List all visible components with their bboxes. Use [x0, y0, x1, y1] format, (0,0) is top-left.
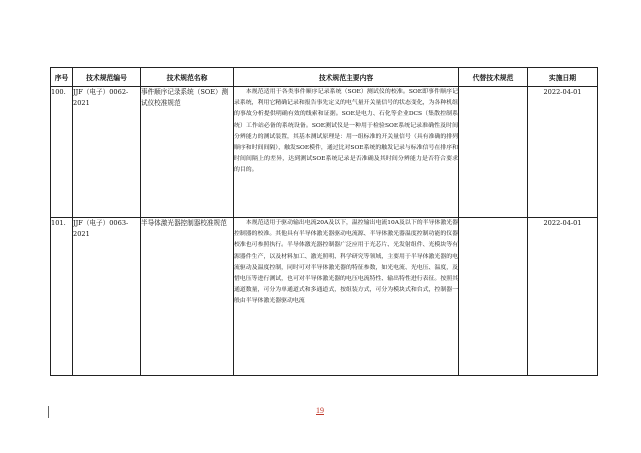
spec-name-cell: 半导体激光器控制器校准规范: [141, 218, 234, 376]
serial-number-cell: 101.: [51, 218, 73, 376]
serial-number-cell: 100.: [51, 87, 73, 218]
spec-content-cell: [234, 218, 459, 376]
header-replaced-spec: 代替技术规范: [459, 68, 528, 87]
effective-date-cell: 2022-04-01: [528, 87, 598, 218]
spec-content-cell: [234, 87, 459, 218]
margin-line: [48, 406, 49, 418]
spec-name-cell: 事件顺序记录系统（SOE）测试仪校准规范: [141, 87, 234, 218]
table-row: [51, 87, 598, 218]
header-spec-code: 技术规范编号: [73, 68, 141, 87]
replaced-spec-cell: [459, 87, 528, 218]
effective-date-cell: 2022-04-01: [528, 218, 598, 376]
header-effective-date: 实施日期: [528, 68, 598, 87]
replaced-spec-cell: [459, 218, 528, 376]
header-spec-name: 技术规范名称: [141, 68, 234, 87]
header-serial-number: 序号: [51, 68, 73, 87]
header-spec-content: 技术规范主要内容: [234, 68, 459, 87]
page-number: 19: [316, 406, 324, 415]
table-row: [51, 218, 598, 376]
spec-content-text: 本规范适用于各类事件顺序记录系统（SOE）测试仪的校准。SOE即事件顺序记录系统，利用它精确记录和报告事先定义的电气量开关量信号的状态变化，为各种机组的事故分析提供明确有效的线索和证据。SOE是电力、石化等企业DCS（集散控制系统）工作站必备的系统设备。SOE测试仪是一种用于检验SOE系统记录准确性及时间分辨能力的测试装置，其基本测试原理是：用一组标准的开关量信号（具有准确的排列顺序和时间间隔），触发SOE模件，通过比对SOE系统的触发记录与标准信号在排序和时间间隔上的差异，达到测试SOE系统记录是否准确及其时间分辨能力是否符合要求的目的。: [234, 89, 458, 174]
standards-table: [50, 67, 598, 376]
spec-content-text: 本规范适用于驱动输出电流20A及以下，温控输出电流10A及以下的半导体激光器控制器的校准。其他具有半导体激光器驱动电流源、半导体激光器温度控制功能的仪器校准也可参照执行。半导体激光器控制器广泛应用于光芯片、光发射组件、光模块等有源器件生产，以及材料加工、激光照明、科学研究等领域，主要用于半导体激光器的电流驱动及温度控制，同时可对半导体激光器的特征参数，如光电流、光电压、温度，及惜电压等进行测试，也可对半导体激光器的电压电流特性、输出特性进行表征。按照其通道数量，可分为单通道式和多通道式，按组装方式，可分为模块式和台式，控制器一般由半导体激光器驱动电流: [234, 220, 458, 305]
table-header-row: [51, 68, 598, 87]
spec-code-cell: JJF（电子）0062-2021: [73, 87, 141, 218]
spec-code-cell: JJF（电子）0063-2021: [73, 218, 141, 376]
